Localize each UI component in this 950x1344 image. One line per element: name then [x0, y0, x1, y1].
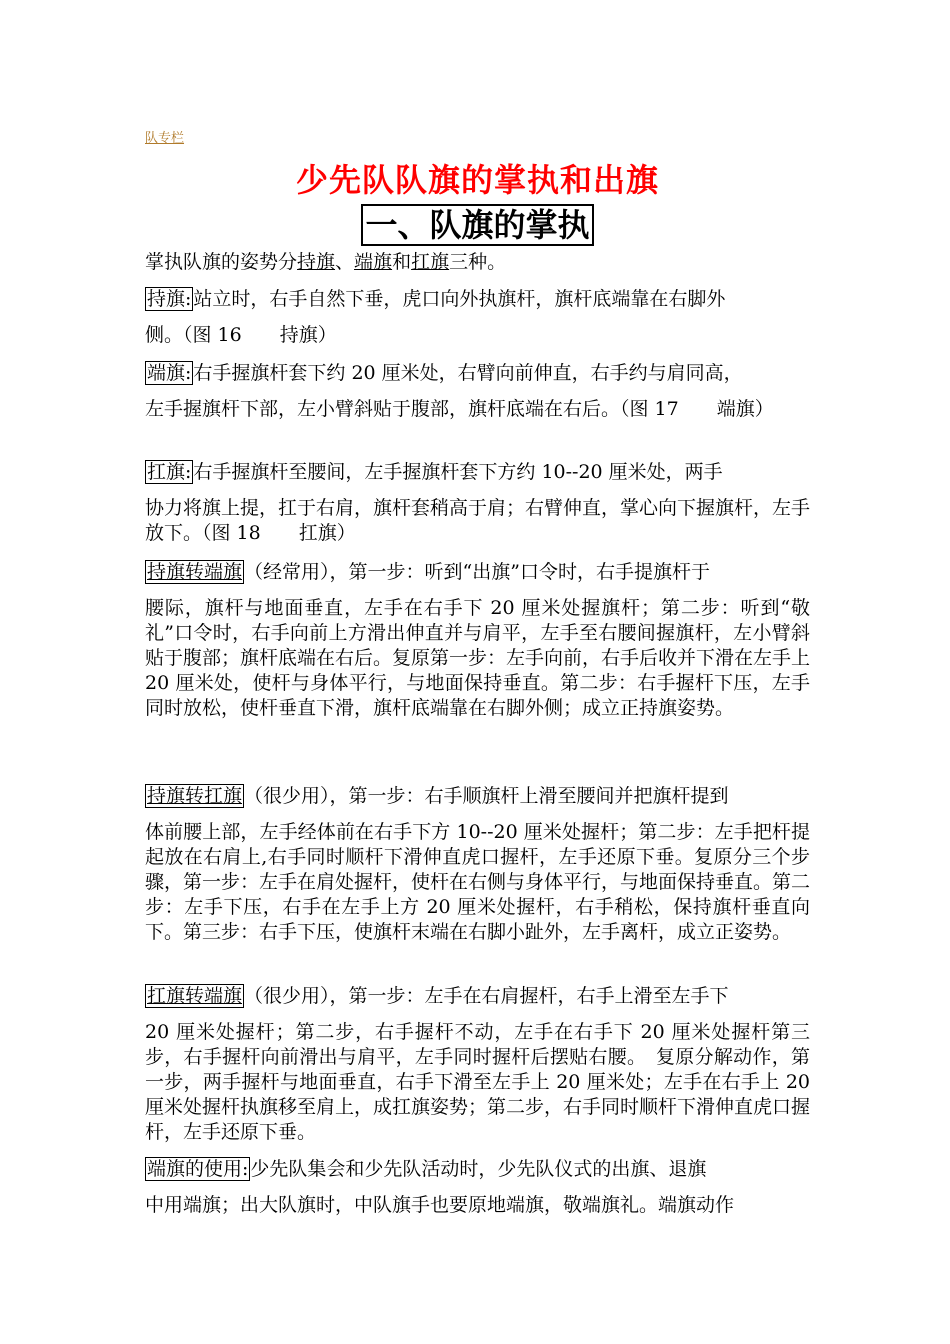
item-term: 扛旗转端旗 — [147, 985, 243, 1007]
term-kangqi: 扛旗 — [411, 251, 450, 273]
intro-sep: 和 — [392, 251, 412, 273]
term-duanqi: 端旗 — [354, 251, 393, 273]
term-chiqi: 持旗 — [297, 251, 336, 273]
item-paragraph — [145, 784, 810, 945]
item-term: 端旗的使用: — [147, 1158, 249, 1180]
intro-sep: 、 — [335, 251, 355, 273]
item-line1: （经常用），第一步：听到“出旗”口令时，右手提旗杆于 — [244, 561, 710, 583]
item-body: 协力将旗上提，扛于右肩，旗杆套稍高于肩；右臂伸直，掌心向下握旗杆，左手放下。（图 18 扛旗） — [145, 497, 811, 544]
item-body: 体前腰上部，左手经体前在右手下方 10--20 厘米处握杆；第二步：左手把杆提起放在右肩上,右手同时顺杆下滑伸直虎口握杆，左手还原下垂。复原分三个步骤，第一步：左手在肩处握杆，使杆在右侧与身体平行，与地面保持垂直。第二步：左手下压，右手在左手上方 20 厘米处握杆，右手稍松，保持旗杆垂直向下。第三步：右手下压，使旗杆末端在右脚小趾外，左手离杆，成立正姿势。 — [145, 821, 811, 943]
item-body: 侧。（图 16 持旗） — [145, 324, 337, 346]
breadcrumb-link[interactable]: 队专栏 — [145, 131, 185, 146]
item-line1: 右手握旗杆至腰间，左手握旗杆套下方约 10--20 厘米处，两手 — [193, 461, 723, 483]
intro-suffix: 三种。 — [449, 251, 507, 273]
item-paragraph — [145, 1157, 810, 1218]
section-heading-text: 一、队旗的掌执 — [361, 204, 593, 246]
item-body: 腰际，旗杆与地面垂直，左手在右手下 20 厘米处握旗杆；第二步：听到“敬礼”口令时，右手向前上方滑出伸直并与肩平，左手至右腰间握旗杆，左小臂斜贴于腹部；旗杆底端在右后。复原第一步：左手向前，右手后收并下滑在左手上 20 厘米处，使杆与身体平行，与地面保持垂直。第二步：右手握杆下压，左手同时放松，使杆垂直下滑，旗杆底端靠在右脚外侧；成立正持旗姿势。 — [145, 597, 811, 719]
item-paragraph — [145, 287, 810, 348]
page-title: 少先队队旗的掌执和出旗 — [295, 161, 659, 199]
item-body: 20 厘米处握杆；第二步，右手握杆不动，左手在右手下 20 厘米处握杆第三步，右手握杆向前滑出与肩平，左手同时握杆后摆贴右腰。 复原分解动作，第一步，两手握杆与地面垂直，右手下滑至左手上 20 厘米处；左手在右手上 20 厘米处握杆执旗移至肩上，成扛旗姿势；第二步，右手同时顺杆下滑伸直虎口握杆，左手还原下垂。 — [145, 1021, 811, 1143]
item-paragraph — [145, 984, 810, 1145]
item-term: 持旗转端旗 — [147, 561, 243, 583]
item-term: 持旗: — [147, 288, 192, 310]
item-paragraph — [145, 460, 810, 546]
item-term: 持旗转扛旗 — [147, 785, 243, 807]
intro-paragraph — [145, 250, 810, 275]
item-body: 中用端旗；出大队旗时，中队旗手也要原地端旗，敬端旗礼。端旗动作 — [145, 1194, 735, 1216]
item-body: 左手握旗杆下部，左小臂斜贴于腹部，旗杆底端在右后。（图 17 端旗） — [145, 398, 774, 420]
item-line1: （很少用），第一步：右手顺旗杆上滑至腰间并把旗杆提到 — [244, 785, 729, 807]
intro-prefix: 掌执队旗的姿势分 — [145, 251, 298, 273]
item-paragraph — [145, 560, 810, 721]
item-term: 端旗: — [147, 362, 192, 384]
item-line1: 少先队集会和少先队活动时，少先队仪式的出旗、退旗 — [250, 1158, 707, 1180]
item-line1: 站立时，右手自然下垂，虎口向外执旗杆，旗杆底端靠在右脚外 — [193, 288, 726, 310]
item-term: 扛旗: — [147, 461, 192, 483]
item-paragraph — [145, 361, 810, 422]
item-line1: （很少用），第一步：左手在右肩握杆，右手上滑至左手下 — [244, 985, 729, 1007]
item-line1: 右手握旗杆套下约 20 厘米处，右臂向前伸直，右手约与肩同高， — [193, 362, 743, 384]
section-heading — [145, 204, 810, 246]
